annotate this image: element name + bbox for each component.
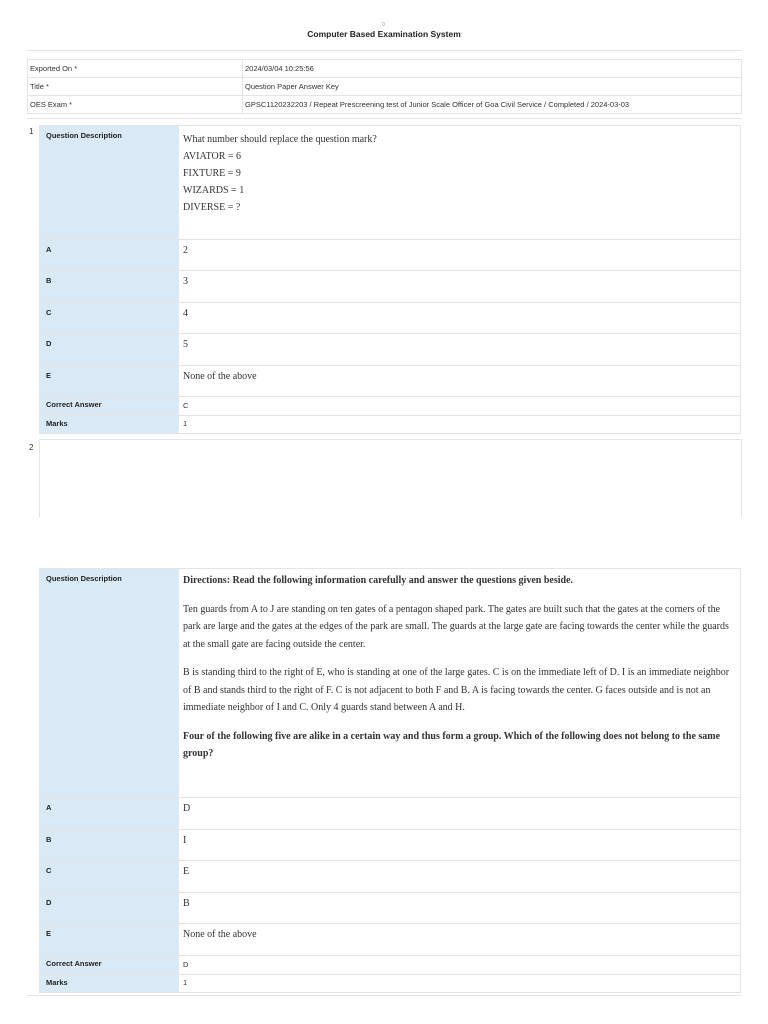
option-label: C (40, 861, 179, 892)
option-label: E (40, 366, 179, 396)
question-card-2 (39, 568, 741, 993)
description-line: WIZARDS = 1 (183, 185, 245, 196)
correct-answer-value: D (183, 960, 189, 969)
option-label: A (40, 240, 179, 270)
option-value: 4 (183, 308, 188, 319)
meta-row-title (28, 78, 742, 96)
passage-paragraph: Ten guards from A to J are standing on ten gates of a pentagon shaped park. The gates are built such that the gates at the corners of the park are large and the gates at the edges of the park are small. The guards at the large gate are facing towards the center while the guards at the small gate are facing outside the center. (183, 603, 729, 650)
marks-value: 1 (183, 419, 188, 428)
meta-value: 2024/03/04 10:25:56 (243, 60, 742, 78)
page-title: Computer Based Examination System (307, 29, 461, 39)
option-value: B (183, 898, 190, 909)
question-description (179, 569, 740, 797)
meta-value: GPSC1120232203 / Repeat Prescreening test of Junior Scale Officer of Goa Civil Service / Completed / 2024-03-03 (243, 96, 742, 114)
option-row-d (40, 333, 740, 365)
option-label: B (40, 830, 179, 860)
option-row-a (40, 239, 740, 270)
correct-answer-label: Correct Answer (40, 397, 179, 415)
directions-text: Directions: Read the following information carefully and answer the questions given beside. (183, 575, 574, 586)
meta-value: Question Paper Answer Key (243, 78, 742, 96)
meta-key: Exported On * (28, 60, 243, 78)
option-value: None of the above (183, 371, 257, 382)
option-row-b (40, 270, 740, 302)
question-text: Four of the following five are alike in a certain way and thus form a group. Which of the following does not belong to the same group? (183, 730, 721, 759)
option-label: D (40, 334, 179, 365)
option-row-e (40, 365, 740, 396)
option-row-c (40, 302, 740, 333)
correct-answer-row (40, 396, 740, 415)
option-row-d (40, 892, 740, 923)
option-value: None of the above (183, 929, 257, 940)
description-line: FIXTURE = 9 (183, 168, 241, 179)
question-2-border-right (741, 439, 742, 517)
option-label: D (40, 893, 179, 923)
marks-row (40, 974, 740, 992)
option-label: C (40, 303, 179, 333)
question-number: 2 (29, 443, 34, 452)
page-bottom-divider (27, 995, 742, 996)
option-row-a (40, 797, 740, 829)
option-value: 2 (183, 245, 188, 256)
option-label: E (40, 924, 179, 955)
option-row-c (40, 860, 740, 892)
marks-value: 1 (183, 978, 188, 987)
option-value: 3 (183, 276, 188, 287)
marks-row (40, 415, 740, 433)
option-value: I (183, 835, 187, 846)
meta-key: Title * (28, 78, 243, 96)
description-line: DIVERSE = ? (183, 202, 241, 213)
question-number: 1 (29, 127, 34, 136)
correct-answer-value: C (183, 401, 189, 410)
description-line: What number should replace the question mark? (183, 134, 377, 145)
question-divider (39, 439, 741, 440)
option-row-b (40, 829, 740, 860)
passage-paragraph: B is standing third to the right of E, who is standing at one of the large gates. C is on the immediate left of D. I is an immediate neighbor of B and stands third to the right of F. C is not adjacent to both F and B. A is facing towards the center. G faces outside and is not an immediate neighbor of I and C. Only 4 guards stand between A and H. (183, 667, 730, 713)
section-divider (27, 118, 742, 119)
question-description-label: Question Description (40, 126, 179, 239)
meta-key: OES Exam * (28, 96, 243, 114)
option-label: A (40, 798, 179, 829)
option-value: E (183, 866, 190, 877)
option-row-e (40, 923, 740, 955)
option-value: 5 (183, 339, 188, 350)
header-divider (27, 50, 742, 51)
question-description-label: Question Description (40, 569, 179, 797)
description-line: AVIATOR = 6 (183, 151, 242, 162)
question-description (179, 126, 740, 239)
meta-row-exported-on (28, 60, 742, 78)
question-description-row (40, 569, 740, 797)
option-value: D (183, 803, 191, 814)
marks-label: Marks (40, 975, 179, 992)
option-label: B (40, 271, 179, 302)
question-description-row (40, 126, 740, 239)
title-marker: 0 (382, 22, 385, 28)
correct-answer-label: Correct Answer (40, 956, 179, 974)
meta-row-oes-exam (28, 96, 742, 114)
marks-label: Marks (40, 416, 179, 433)
correct-answer-row (40, 955, 740, 974)
export-info-table (27, 59, 742, 114)
question-card-1 (39, 125, 741, 434)
question-2-border-left (39, 439, 40, 517)
